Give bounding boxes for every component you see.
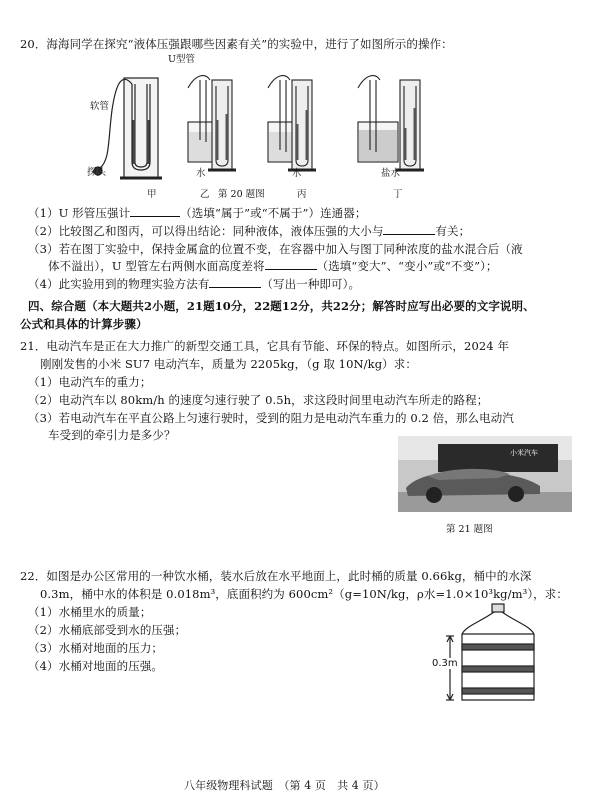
q21-sub2: （2）电动汽车以 80km/h 的速度匀速行驶了 0.5h，求这段时间里电动汽车所走的路程； — [28, 393, 489, 407]
q22-line2: 0.3m，桶中水的体积是 0.018m³，底面积约为 600cm²（g=10N/kg，ρ水=1.0×10³kg/m³），求： — [40, 587, 568, 601]
section-4-heading-line2: 公式和具体的计算步骤） — [20, 317, 148, 331]
q22-sub4: （4）水桶对地面的压强。 — [28, 659, 164, 673]
answer-blank-4[interactable] — [209, 276, 261, 288]
brine-label: 盐水 — [381, 168, 401, 179]
hose-label: 软管 — [90, 101, 110, 112]
q21-sub1: （1）电动汽车的重力； — [28, 375, 152, 389]
q20-sub4-text-b: （写出一种即可）。 — [261, 277, 361, 291]
figure-21-caption: 第 21 题图 — [446, 524, 493, 535]
label-ding: 丁 — [393, 189, 403, 200]
car-photo-sign: 小米汽车 — [510, 449, 538, 457]
q20-stem: 20．海海同学在探究“液体压强跟哪些因素有关”的实验中，进行了如图所示的操作： — [20, 37, 453, 51]
section-4-heading-line1: 四、综合题（本大题共2小题，21题10分，22题12分，共22分；解答时应写出必要的文字说明、 — [28, 299, 535, 313]
figure-21-car-photo — [398, 436, 572, 512]
figure-20-caption: 第 20 题图 — [218, 189, 265, 200]
label-yi: 乙 — [200, 189, 210, 200]
page-footer: 八年级物理科试题 （第 4 页 共 4 页） — [184, 779, 385, 792]
q20-sub1-text-b: （选填“属于”或“不属于”）连通器； — [180, 206, 367, 220]
q20-sub1-text-a: （1）U 形管压强计 — [28, 206, 131, 220]
q20-sub1 — [28, 205, 367, 221]
q22-sub1: （1）水桶里水的质量； — [28, 605, 152, 619]
q22-sub3: （3）水桶对地面的压力； — [28, 641, 164, 655]
water-label-1: 水 — [196, 168, 206, 179]
u-tube-label: U型管 — [168, 54, 196, 65]
answer-blank-2[interactable] — [383, 223, 435, 235]
bucket-depth-label: 0.3m — [432, 658, 458, 669]
car-photo-illustration — [398, 436, 572, 512]
figure-22-water-bucket — [430, 600, 560, 710]
q21-sub3-line1: （3）若电动汽车在平直公路上匀速行驶时，受到的阻力是电动汽车重力的 0.2 倍，那么电动汽 — [28, 411, 514, 425]
label-jia: 甲 — [147, 189, 157, 200]
q20-sub4 — [28, 276, 360, 292]
water-bucket-illustration — [430, 600, 560, 710]
answer-blank-1[interactable] — [130, 205, 180, 217]
q21-line2: 刚刚发售的小米 SU7 电动汽车，质量为 2205kg，（g 取 10N/kg）求： — [40, 357, 417, 371]
q20-sub4-text-a: （4）此实验用到的物理实验方法有 — [28, 277, 210, 291]
label-bing: 丙 — [297, 189, 307, 200]
water-label-2: 水 — [292, 168, 302, 179]
q20-sub2-text-a: （2）比较图乙和图丙，可以得出结论：同种液体，液体压强的大小与 — [28, 224, 384, 238]
q20-sub3-line1: （3）若在图丁实验中，保持金属盒的位置不变，在容器中加入与图丁同种浓度的盐水混合后（液 — [28, 242, 523, 256]
q21-sub3-line2: 车受到的牵引力是多少？ — [48, 428, 176, 442]
q21-line1: 21．电动汽车是正在大力推广的新型交通工具，它具有节能、环保的特点。如图所示，2024 年 — [20, 339, 510, 353]
probe-label: 探头 — [87, 167, 107, 178]
q20-sub2 — [28, 223, 470, 239]
q20-sub3-text-b: 体不溢出），U 型管左右两侧水面高度差将 — [48, 259, 265, 273]
q22-sub2: （2）水桶底部受到水的压强； — [28, 623, 187, 637]
q20-sub3-line2 — [48, 258, 498, 274]
q22-line1: 22．如图是办公区常用的一种饮水桶，装水后放在水平地面上，此时桶的质量 0.66kg，桶中的水深 — [20, 569, 532, 583]
answer-blank-3[interactable] — [265, 258, 317, 270]
q20-sub3-text-c: （选填“变大”、“变小”或“不变”）； — [316, 259, 498, 273]
q20-sub2-text-b: 有关； — [435, 224, 471, 238]
